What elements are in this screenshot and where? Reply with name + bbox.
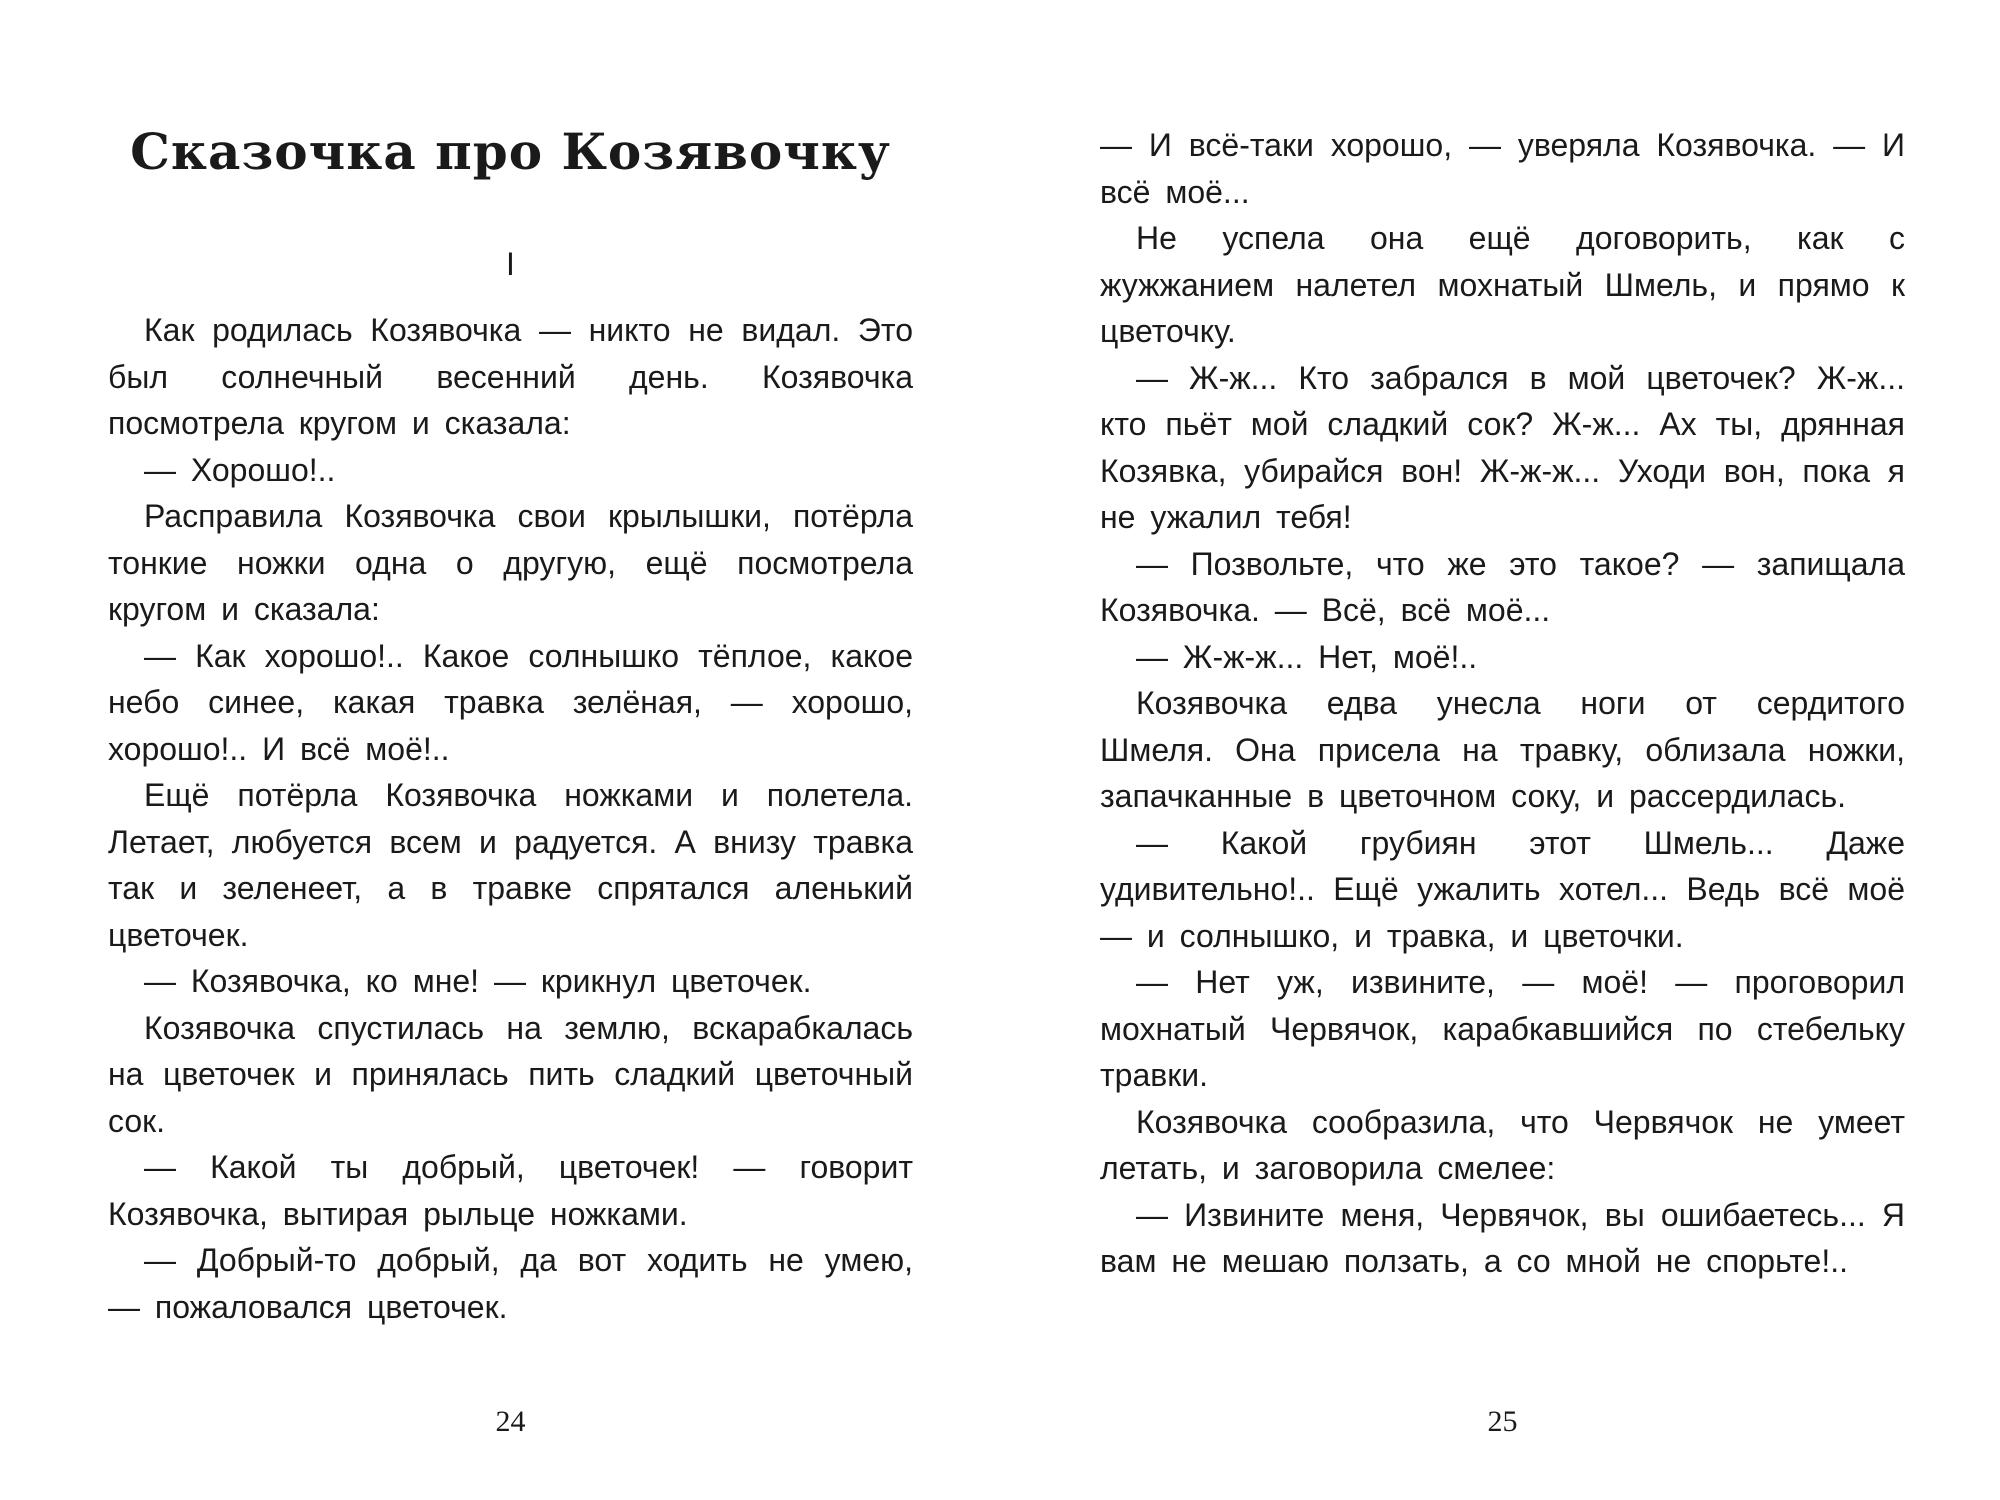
paragraph: — Добрый-то добрый, да вот ходить не умею, — пожаловался цветочек. [108, 1242, 913, 1325]
paragraph: Козявочка спустилась на землю, вскарабкалась на цветочек и принялась пить сладкий цветочный сок. [108, 1009, 913, 1139]
paragraph: Козявочка едва унесла ноги от сердитого Шмеля. Она присела на травку, облизала ножки, запачканные в цветочном соку, и рассердилась. [1100, 685, 1905, 814]
left-page [108, 0, 913, 1500]
page-number-right: 25 [1487, 1405, 1518, 1438]
right-page [1100, 0, 1905, 1500]
paragraph: — Козявочка, ко мне! — крикнул цветочек. [144, 963, 812, 999]
left-page-text [108, 307, 913, 1330]
paragraph: — Ж-ж... Кто забрался в мой цветочек? Ж-ж... кто пьёт мой сладкий сок? Ж-ж... Ах ты, дрянная Козявка, убирайся вон! Ж-ж-ж... Уходи вон, пока я не ужалил тебя! [1100, 359, 1905, 535]
paragraph: — Как хорошо!.. Какое солнышко тёплое, какое небо синее, какая травка зелёная, — хорошо, хорошо!.. И всё моё!.. [108, 637, 913, 767]
right-page-text [1100, 122, 1905, 1285]
paragraph: — Какой грубиян этот Шмель... Даже удивительно!.. Ещё ужалить хотел... Ведь всё моё — и солнышко, и травка, и цветочки. [1100, 824, 1905, 954]
paragraph: — Какой ты добрый, цветочек! — говорит Козявочка, вытирая рыльце ножками. [108, 1149, 913, 1232]
story-title: Сказочка про Козявочку [130, 122, 891, 181]
paragraph: Не успела она ещё договорить, как с жужжанием налетел мохнатый Шмель, и прямо к цветочку. [1100, 220, 1905, 349]
paragraph: Ещё потёрла Козявочка ножками и полетела. Летает, любуется всем и радуется. А внизу травка так и зеленеет, а в травке спрятался аленький цветочек. [108, 777, 913, 953]
paragraph: — И всё-таки хорошо, — уверяла Козявочка. — И всё моё... [1100, 127, 1905, 210]
paragraph: — Позвольте, что же это такое? — запищала Козявочка. — Всё, всё моё... [1100, 545, 1905, 628]
paragraph: — Хорошо!.. [144, 451, 336, 488]
chapter-number: I [506, 246, 515, 282]
paragraph: — Ж-ж-ж... Нет, моё!.. [1136, 638, 1478, 675]
paragraph: Козявочка сообразила, что Червячок не умеет летать, и заговорила смелее: [1100, 1103, 1905, 1186]
paragraph: — Нет уж, извините, — моё! — проговорил мохнатый Червячок, карабкавшийся по стебельку травки. [1100, 964, 1905, 1093]
paragraph: Расправила Козявочка свои крылышки, потёрла тонкие ножки одна о другую, ещё посмотрела кругом и сказала: [108, 498, 913, 627]
paragraph: Как родилась Козявочка — никто не видал. Это был солнечный весенний день. Козявочка посмотрела кругом и сказала: [108, 312, 913, 441]
page-number-left: 24 [495, 1405, 526, 1438]
paragraph: — Извините меня, Червячок, вы ошибаетесь... Я вам не мешаю ползать, а со мной не спорьте!.. [1100, 1196, 1905, 1279]
